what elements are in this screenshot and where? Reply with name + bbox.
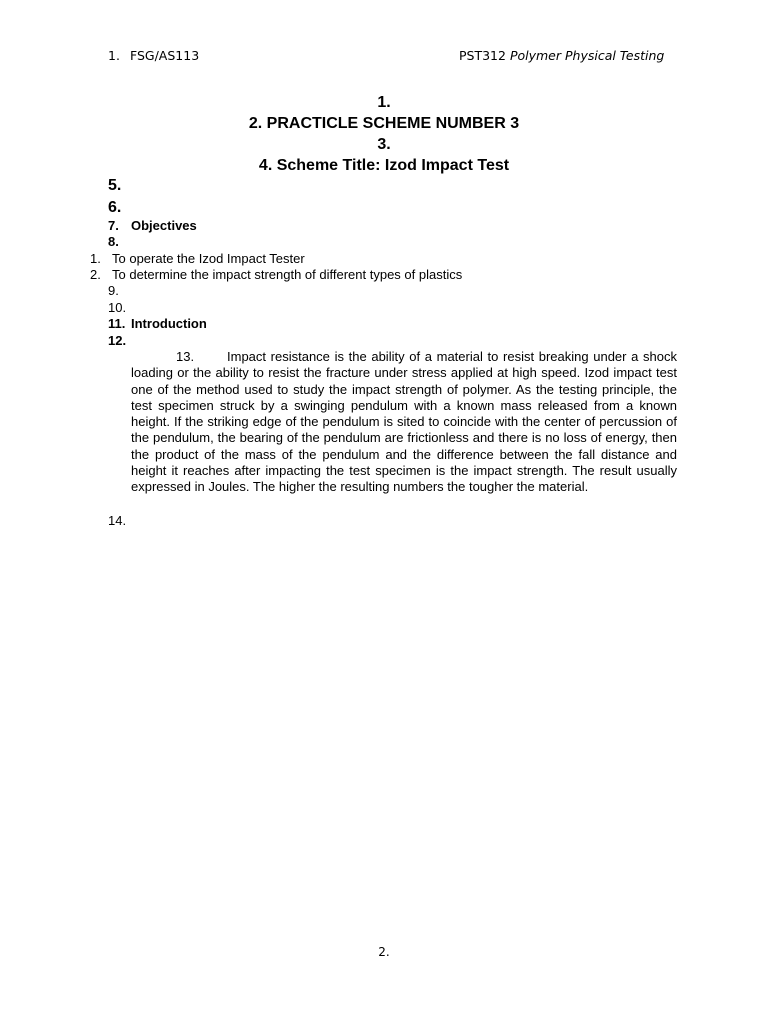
title-line-1: 1. xyxy=(377,94,391,111)
header-left-number: 1. xyxy=(108,48,120,63)
objective-1-text: To operate the Izod Impact Tester xyxy=(112,251,305,266)
introduction-heading-text: Introduction xyxy=(131,316,207,331)
objectives-heading-number: 7. xyxy=(108,218,119,233)
objectives-heading-text: Objectives xyxy=(131,218,197,233)
list-item xyxy=(90,267,462,282)
objective-2-text: To determine the impact strength of different types of plastics xyxy=(112,267,463,282)
objective-2-number: 2. xyxy=(90,267,101,282)
header-right xyxy=(459,48,664,63)
introduction-text: Impact resistance is the ability of a material to resist breaking under a shock loading or the ability to resist the fracture under stress applied at high speed. Izod impact test one of the method used to study the impact strength of polymer. As the testing principle, the test specimen struck by a swinging pendulum with a known mass released from a known height. If the striking edge of the pendulum is sited to coincide with the center of percussion of the pendulum, the bearing of the pendulum are frictionless and there is no loss of energy, then the product of the mass of the pendulum and the difference between the fall distance and height it reaches after impacting the test specimen is the impact strength. The result usually expressed in Joules. The higher the resulting numbers the tougher the material. xyxy=(131,349,677,495)
header-left xyxy=(108,48,199,63)
header-course-code: FSG/AS113 xyxy=(130,48,200,63)
line-9: 9. xyxy=(108,283,119,298)
introduction-heading xyxy=(108,316,207,331)
line-6: 6. xyxy=(108,199,122,216)
header-subject-code: PST312 xyxy=(459,48,506,63)
line-8: 8. xyxy=(108,234,119,249)
title-line-3: 3. xyxy=(377,136,391,153)
introduction-number: 13. xyxy=(176,349,195,364)
introduction-heading-number: 11. xyxy=(108,316,126,331)
list-item xyxy=(90,251,305,266)
line-10: 10. xyxy=(108,300,127,315)
page-number: 2. xyxy=(378,945,390,959)
line-14: 14. xyxy=(108,513,127,528)
line-5: 5. xyxy=(108,177,122,194)
objective-1-number: 1. xyxy=(90,251,101,266)
line-12: 12. xyxy=(108,333,127,348)
page-title: 2. PRACTICLE SCHEME NUMBER 3 xyxy=(248,115,520,132)
objectives-heading xyxy=(108,218,197,233)
header-subject-title: Polymer Physical Testing xyxy=(509,48,665,63)
introduction-paragraph xyxy=(131,349,677,496)
scheme-title: 4. Scheme Title: Izod Impact Test xyxy=(258,157,510,174)
